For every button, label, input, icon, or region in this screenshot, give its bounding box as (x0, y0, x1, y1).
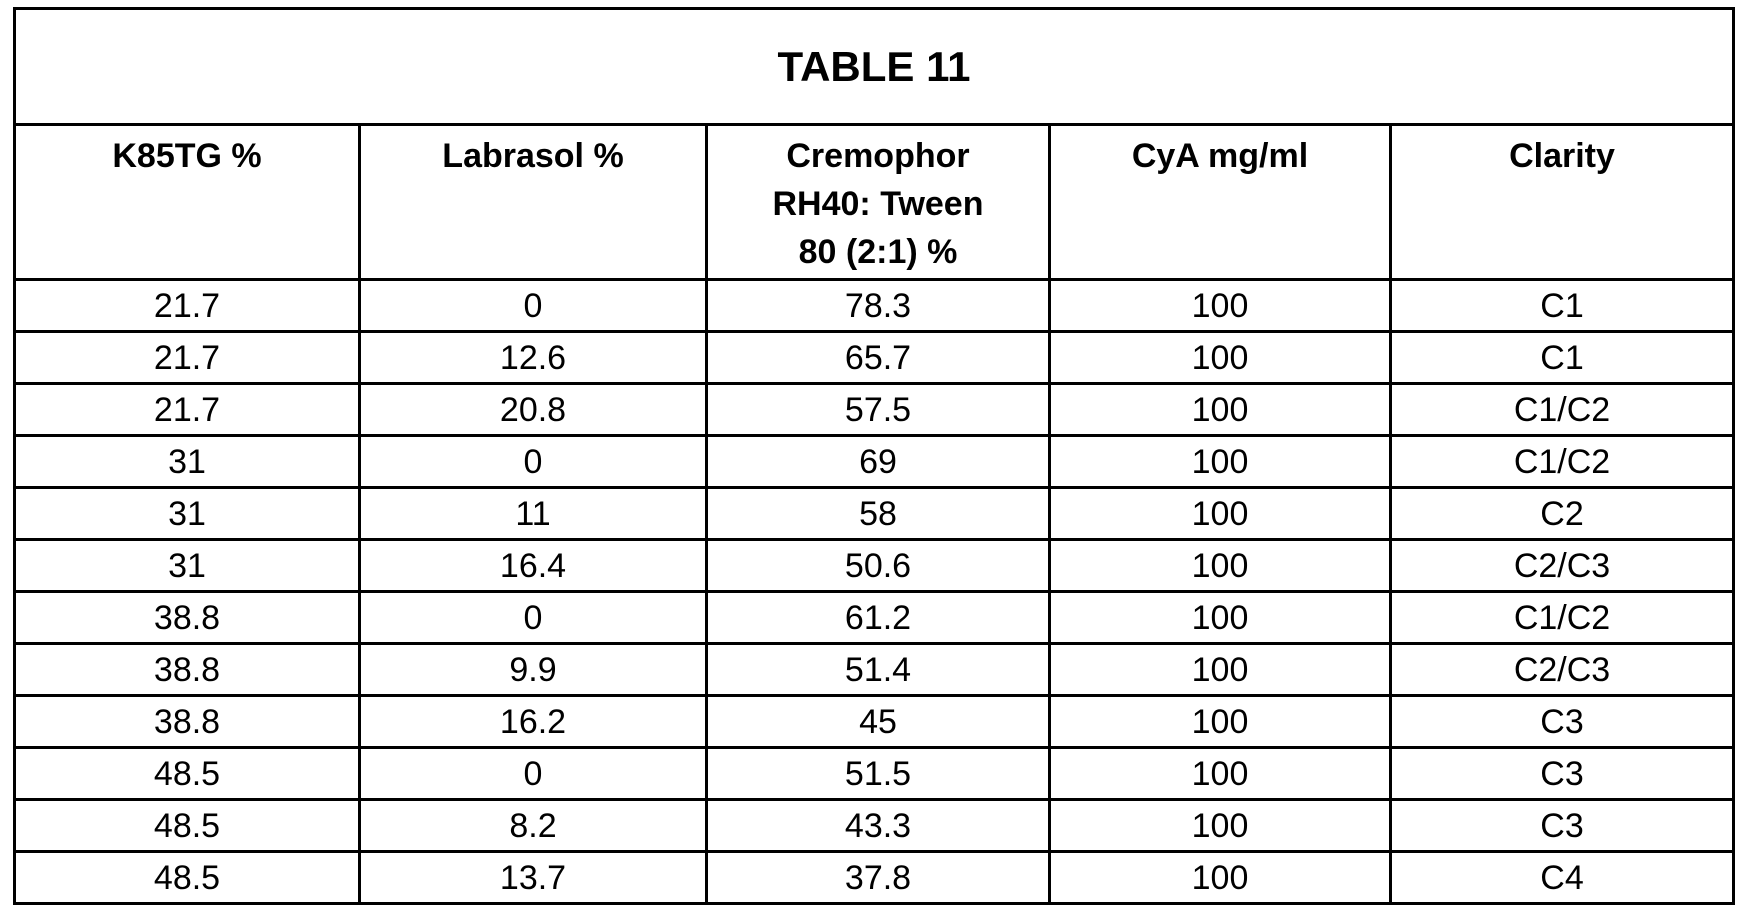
cell-clarity: C4 (1391, 852, 1734, 904)
cell-cremophor: 58 (707, 488, 1050, 540)
table-row (15, 540, 1734, 592)
cell-k85tg: 31 (15, 540, 360, 592)
header-labrasol: Labrasol % (360, 125, 707, 280)
header-cya: CyA mg/ml (1050, 125, 1391, 280)
cell-k85tg: 31 (15, 488, 360, 540)
cell-clarity: C2 (1391, 488, 1734, 540)
cell-cya: 100 (1050, 436, 1391, 488)
cell-clarity: C1/C2 (1391, 384, 1734, 436)
cell-k85tg: 38.8 (15, 644, 360, 696)
table-row (15, 488, 1734, 540)
cell-labrasol: 0 (360, 592, 707, 644)
header-cremophor: Cremophor RH40: Tween 80 (2:1) % (707, 125, 1050, 280)
table-row (15, 800, 1734, 852)
table-row (15, 384, 1734, 436)
table-row (15, 592, 1734, 644)
cell-labrasol: 16.4 (360, 540, 707, 592)
cell-clarity: C1 (1391, 280, 1734, 332)
cell-cremophor: 51.5 (707, 748, 1050, 800)
cell-k85tg: 48.5 (15, 748, 360, 800)
header-clarity: Clarity (1391, 125, 1734, 280)
cell-labrasol: 0 (360, 280, 707, 332)
title-row (15, 9, 1734, 125)
cell-clarity: C1/C2 (1391, 436, 1734, 488)
cell-cya: 100 (1050, 644, 1391, 696)
cell-k85tg: 21.7 (15, 384, 360, 436)
cell-k85tg: 21.7 (15, 332, 360, 384)
cell-k85tg: 21.7 (15, 280, 360, 332)
cell-labrasol: 0 (360, 748, 707, 800)
cell-labrasol: 16.2 (360, 696, 707, 748)
cell-cya: 100 (1050, 592, 1391, 644)
cell-cremophor: 50.6 (707, 540, 1050, 592)
cell-cremophor: 37.8 (707, 852, 1050, 904)
table-row (15, 280, 1734, 332)
cell-labrasol: 20.8 (360, 384, 707, 436)
cell-k85tg: 48.5 (15, 800, 360, 852)
cell-cya: 100 (1050, 852, 1391, 904)
table-row (15, 696, 1734, 748)
cell-k85tg: 48.5 (15, 852, 360, 904)
cell-k85tg: 38.8 (15, 592, 360, 644)
cell-clarity: C3 (1391, 748, 1734, 800)
cell-cremophor: 78.3 (707, 280, 1050, 332)
cell-cya: 100 (1050, 280, 1391, 332)
cell-cya: 100 (1050, 696, 1391, 748)
cell-labrasol: 12.6 (360, 332, 707, 384)
cell-clarity: C1/C2 (1391, 592, 1734, 644)
cell-clarity: C2/C3 (1391, 540, 1734, 592)
cell-cremophor: 43.3 (707, 800, 1050, 852)
cell-labrasol: 13.7 (360, 852, 707, 904)
data-table (13, 7, 1735, 905)
cell-cremophor: 65.7 (707, 332, 1050, 384)
table-row (15, 748, 1734, 800)
cell-cya: 100 (1050, 384, 1391, 436)
cell-cremophor: 69 (707, 436, 1050, 488)
cell-k85tg: 31 (15, 436, 360, 488)
cell-clarity: C2/C3 (1391, 644, 1734, 696)
cell-cya: 100 (1050, 488, 1391, 540)
cell-labrasol: 11 (360, 488, 707, 540)
table-row (15, 436, 1734, 488)
cell-clarity: C3 (1391, 800, 1734, 852)
table-row (15, 332, 1734, 384)
cell-cremophor: 57.5 (707, 384, 1050, 436)
cell-cremophor: 51.4 (707, 644, 1050, 696)
cell-clarity: C3 (1391, 696, 1734, 748)
cell-labrasol: 0 (360, 436, 707, 488)
cell-cya: 100 (1050, 332, 1391, 384)
cell-cya: 100 (1050, 748, 1391, 800)
cell-cremophor: 45 (707, 696, 1050, 748)
cell-labrasol: 8.2 (360, 800, 707, 852)
header-row (15, 125, 1734, 280)
table-row (15, 644, 1734, 696)
cell-cya: 100 (1050, 540, 1391, 592)
table-title: TABLE 11 (15, 9, 1734, 125)
cell-cya: 100 (1050, 800, 1391, 852)
cell-labrasol: 9.9 (360, 644, 707, 696)
header-k85tg: K85TG % (15, 125, 360, 280)
cell-k85tg: 38.8 (15, 696, 360, 748)
cell-clarity: C1 (1391, 332, 1734, 384)
cell-cremophor: 61.2 (707, 592, 1050, 644)
table-row (15, 852, 1734, 904)
